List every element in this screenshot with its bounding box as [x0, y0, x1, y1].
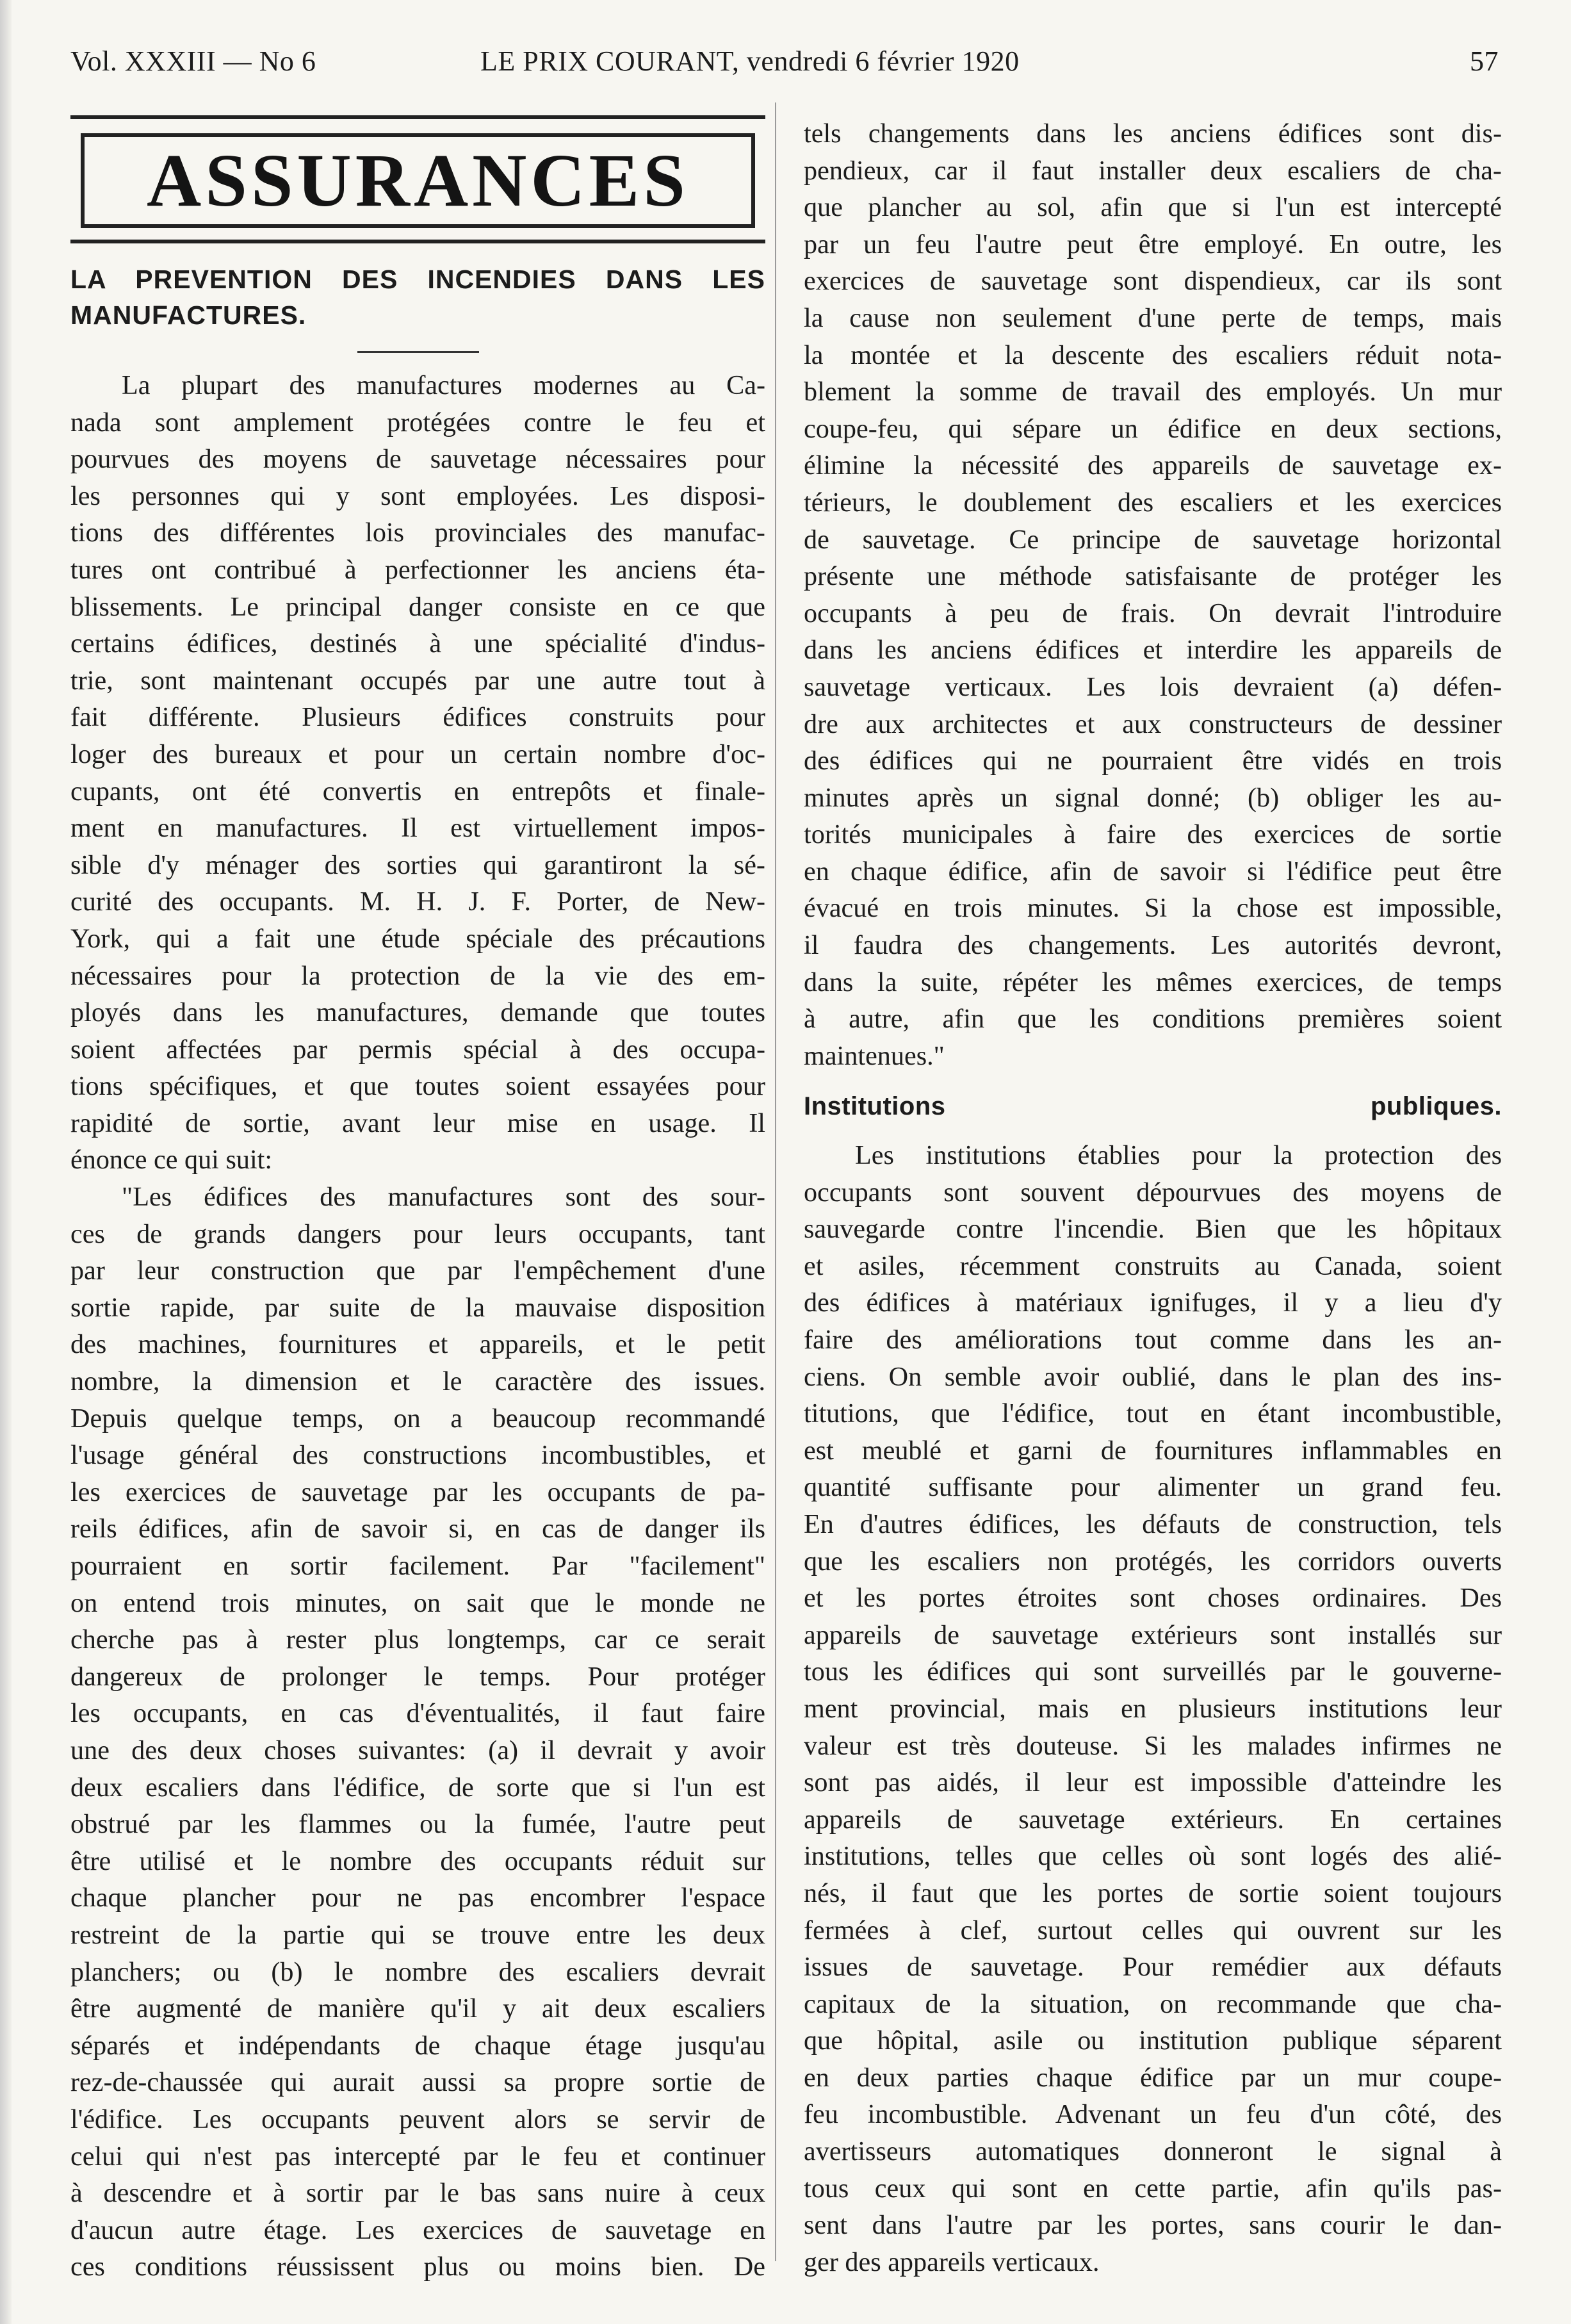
text-line: que hôpital, asile ou institution publique séparent: [804, 2025, 1502, 2056]
text-line: la cause non seulement d'une perte de temps, mais: [804, 302, 1502, 333]
text-line: par leur construction que par l'empêchement d'une: [70, 1256, 765, 1286]
article-title: [70, 261, 765, 333]
text-line: les exercices de sauvetage par les occupants de pa-: [70, 1477, 765, 1507]
text-line: ces de grands dangers pour leurs occupants, tant: [70, 1218, 765, 1249]
article-title-line: LA PREVENTION DES INCENDIES DANS LES: [70, 265, 765, 294]
text-line: pourraient en sortir facilement. Par "facilement": [70, 1551, 765, 1581]
text-line: l'édifice. Les occupants peuvent alors se servir de: [70, 2104, 765, 2134]
publication-title: LE PRIX COURANT, vendredi 6 février 1920: [480, 45, 1020, 77]
text-line: En d'autres édifices, les défauts de construction, tels: [804, 1509, 1502, 1539]
text-line: minutes après un signal donné; (b) obliger les au-: [804, 782, 1502, 813]
text-line: avertisseurs automatiques donneront le signal à: [804, 2136, 1502, 2167]
text-line: capitaux de la situation, on recommande que cha-: [804, 1988, 1502, 2019]
text-line: sortie rapide, par suite de la mauvaise disposition: [70, 1292, 765, 1323]
text-line: tions spécifiques, et que toutes soient essayées pour: [70, 1071, 765, 1102]
text-line: en chaque édifice, afin de savoir si l'édifice peut être: [804, 856, 1502, 887]
text-line: des édifices qui ne pourraient être vidés en trois: [804, 746, 1502, 776]
text-line: tous les édifices qui sont surveillés par le gouverne-: [804, 1657, 1502, 1687]
text-line: "Les édifices des manufactures sont des sour-: [122, 1182, 765, 1213]
text-line: élimine la nécessité des appareils de sauvetage ex-: [804, 450, 1502, 481]
text-line: fermées à clef, surtout celles qui ouvrent sur les: [804, 1915, 1502, 1945]
text-line: rez-de-chaussée qui aurait aussi sa propre sortie de: [70, 2067, 765, 2098]
text-line: par un feu l'autre peut être employé. En outre, les: [804, 229, 1502, 259]
article-title-line: MANUFACTURES.: [70, 300, 307, 330]
text-line: faire des améliorations tout comme dans les an-: [804, 1325, 1502, 1355]
text-line: occupants sont souvent dépourvues des moyens de: [804, 1177, 1502, 1207]
text-line: Depuis quelque temps, on a beaucoup recommandé: [70, 1403, 765, 1434]
text-line: cherche pas à rester plus longtemps, car ce serait: [70, 1624, 765, 1655]
text-line: en deux parties chaque édifice par un mur coupe-: [804, 2062, 1502, 2093]
text-line: planchers; ou (b) le nombre des escaliers devrait: [70, 1956, 765, 1987]
section-banner-frame: [81, 133, 755, 228]
text-line: pendieux, car il faut installer deux escaliers de cha-: [804, 155, 1502, 186]
text-line: les personnes qui y sont employées. Les disposi-: [70, 480, 765, 511]
page-number: 57: [1470, 45, 1499, 77]
text-line: titutions, que l'édifice, tout en étant incombustible,: [804, 1398, 1502, 1429]
right-body-text-2: [804, 1137, 1502, 2280]
text-line: ment provincial, mais en plusieurs institutions leur: [804, 1693, 1502, 1724]
text-line: les occupants, en cas d'éventualités, il faut faire: [70, 1698, 765, 1729]
text-line: ces conditions réussissent plus ou moins bien. De: [70, 2252, 765, 2282]
text-line: appareils de sauvetage extérieurs. En certaines: [804, 1804, 1502, 1835]
text-line: deux escaliers dans l'édifice, de sorte que si l'un est: [70, 1772, 765, 1803]
left-body-text: [70, 367, 765, 2286]
text-line: sauvegarde contre l'incendie. Bien que les hôpitaux: [804, 1214, 1502, 1245]
running-header: [70, 45, 1499, 83]
text-line: torités municipales à faire des exercices de sortie: [804, 819, 1502, 850]
text-line: dangereux de prolonger le temps. Pour protéger: [70, 1661, 765, 1692]
text-line: sent dans l'autre par les portes, sans courir le dan-: [804, 2210, 1502, 2241]
text-line: tures ont contribué à perfectionner les anciens éta-: [70, 554, 765, 585]
text-line: présente une méthode satisfaisante de protéger les: [804, 561, 1502, 592]
text-line: évacué en trois minutes. Si la chose est impossible,: [804, 893, 1502, 924]
text-line: térieurs, le doublement des escaliers et les exercices: [804, 487, 1502, 518]
column-divider: [775, 102, 776, 2261]
text-line: cupants, ont été convertis en entrepôts et finale-: [70, 776, 765, 806]
text-line: soient affectées par permis spécial à des occupa-: [70, 1034, 765, 1065]
text-line: quantité suffisante pour alimenter un grand feu.: [804, 1472, 1502, 1503]
text-line: nombre, la dimension et le caractère des issues.: [70, 1366, 765, 1397]
text-line: à descendre et à sortir par le bas sans nuire à ceux: [70, 2178, 765, 2209]
subheading: Institutions publiques.: [804, 1092, 1502, 1121]
text-line: valeur est très douteuse. Si les malades infirmes ne: [804, 1730, 1502, 1761]
text-line: séparés et indépendants de chaque étage jusqu'au: [70, 2030, 765, 2061]
text-line: tous ceux qui sont en cette partie, afin qu'ils pas-: [804, 2173, 1502, 2204]
text-line: à autre, afin que les conditions premières soient: [804, 1004, 1502, 1035]
text-line: on entend trois minutes, on sait que le monde ne: [70, 1587, 765, 1618]
text-line: de sauvetage. Ce principe de sauvetage horizontal: [804, 524, 1502, 555]
text-line: des édifices à matériaux ignifuges, il y a lieu d'y: [804, 1288, 1502, 1318]
text-line: énonce ce qui suit:: [70, 1145, 273, 1175]
text-line: curité des occupants. M. H. J. F. Porter, de New-: [70, 887, 765, 917]
text-line: ment en manufactures. Il est virtuellement impos-: [70, 813, 765, 844]
text-line: tions des différentes lois provinciales des manufac-: [70, 518, 765, 548]
text-line: trie, sont maintenant occupés par une autre tout à: [70, 665, 765, 696]
text-line: institutions, telles que celles où sont logés des alié-: [804, 1841, 1502, 1872]
text-line: sont pas aidés, il leur est impossible d'atteindre les: [804, 1767, 1502, 1798]
text-line: York, qui a fait une étude spéciale des précautions: [70, 923, 765, 954]
text-line: dans la suite, répéter les mêmes exercices, de temps: [804, 967, 1502, 997]
text-line: des machines, fournitures et appareils, et le petit: [70, 1329, 765, 1360]
text-line: loger des bureaux et pour un certain nombre d'oc-: [70, 739, 765, 769]
text-line: blement la somme de travail des employés. Un mur: [804, 377, 1502, 407]
text-line: l'usage général des constructions incombustibles, et: [70, 1440, 765, 1471]
page-edge: [0, 0, 12, 2324]
text-line: être augmenté de manière qu'il y ait deux escaliers: [70, 1993, 765, 2024]
text-line: La plupart des manufactures modernes au Ca-: [122, 370, 765, 400]
right-column: [804, 115, 1502, 2280]
text-line: une des deux choses suivantes: (a) il devrait y avoir: [70, 1735, 765, 1765]
text-line: Les institutions établies pour la protection des: [855, 1140, 1502, 1171]
text-line: et asiles, récemment construits au Canada, soient: [804, 1250, 1502, 1281]
right-body-text: [804, 115, 1502, 1074]
text-line: nés, il faut que les portes de sortie soient toujours: [804, 1878, 1502, 1908]
text-line: d'aucun autre étage. Les exercices de sauvetage en: [70, 2214, 765, 2245]
text-line: nada sont amplement protégées contre le feu et: [70, 407, 765, 438]
text-line: rapidité de sortie, avant leur mise en usage. Il: [70, 1108, 765, 1138]
text-line: ger des appareils verticaux.: [804, 2246, 1100, 2277]
text-line: chaque plancher pour ne pas encombrer l'espace: [70, 1883, 765, 1913]
text-line: tels changements dans les anciens édifices sont dis-: [804, 119, 1502, 149]
text-line: la montée et la descente des escaliers réduit nota-: [804, 340, 1502, 370]
text-line: il faudra des changements. Les autorités devront,: [804, 930, 1502, 961]
text-line: est meublé et garni de fournitures inflammables en: [804, 1435, 1502, 1466]
text-line: dans les anciens édifices et interdire les appareils de: [804, 635, 1502, 666]
text-line: maintenues.": [804, 1040, 945, 1071]
text-line: ciens. On semble avoir oublié, dans le plan des ins-: [804, 1361, 1502, 1392]
volume-number: Vol. XXXIII — No 6: [70, 45, 316, 77]
text-line: dre aux architectes et aux constructeurs de dessiner: [804, 708, 1502, 739]
text-line: obstrué par les flammes ou la fumée, l'autre peut: [70, 1809, 765, 1840]
text-line: nécessaires pour la protection de la vie des em-: [70, 960, 765, 991]
text-line: feu incombustible. Advenant un feu d'un côté, des: [804, 2099, 1502, 2130]
text-line: pourvues des moyens de sauvetage nécessaires pour: [70, 444, 765, 475]
text-line: coupe-feu, qui sépare un édifice en deux sections,: [804, 413, 1502, 444]
text-line: être utilisé et le nombre des occupants réduit sur: [70, 1845, 765, 1876]
section-banner: [70, 115, 765, 243]
text-line: exercices de sauvetage sont dispendieux, car ils sont: [804, 266, 1502, 297]
text-line: certains édifices, destinés à une spécialité d'indus-: [70, 628, 765, 659]
left-column: [70, 115, 765, 2286]
text-line: sible d'y ménager des sorties qui garantiront la sé-: [70, 849, 765, 880]
title-rule: [357, 351, 479, 353]
text-line: ployés dans les manufactures, demande que toutes: [70, 997, 765, 1028]
text-line: issues de sauvetage. Pour remédier aux défauts: [804, 1952, 1502, 1983]
text-line: restreint de la partie qui se trouve entre les deux: [70, 1919, 765, 1950]
text-line: celui qui n'est pas intercepté par le feu et continuer: [70, 2141, 765, 2172]
text-line: que les escaliers non protégés, les corridors ouverts: [804, 1546, 1502, 1576]
text-line: appareils de sauvetage extérieurs sont installés sur: [804, 1619, 1502, 1650]
text-line: et les portes étroites sont choses ordinaires. Des: [804, 1583, 1502, 1614]
text-line: que plancher au sol, afin que si l'un est intercepté: [804, 192, 1502, 223]
text-line: reils édifices, afin de savoir si, en cas de danger ils: [70, 1514, 765, 1544]
text-line: occupants à peu de frais. On devrait l'introduire: [804, 598, 1502, 628]
section-title: ASSURANCES: [147, 138, 689, 223]
text-line: blissements. Le principal danger consiste en ce que: [70, 591, 765, 622]
text-line: fait différente. Plusieurs édifices construits pour: [70, 702, 765, 733]
text-line: sauvetage verticaux. Les lois devraient (a) défen-: [804, 671, 1502, 702]
